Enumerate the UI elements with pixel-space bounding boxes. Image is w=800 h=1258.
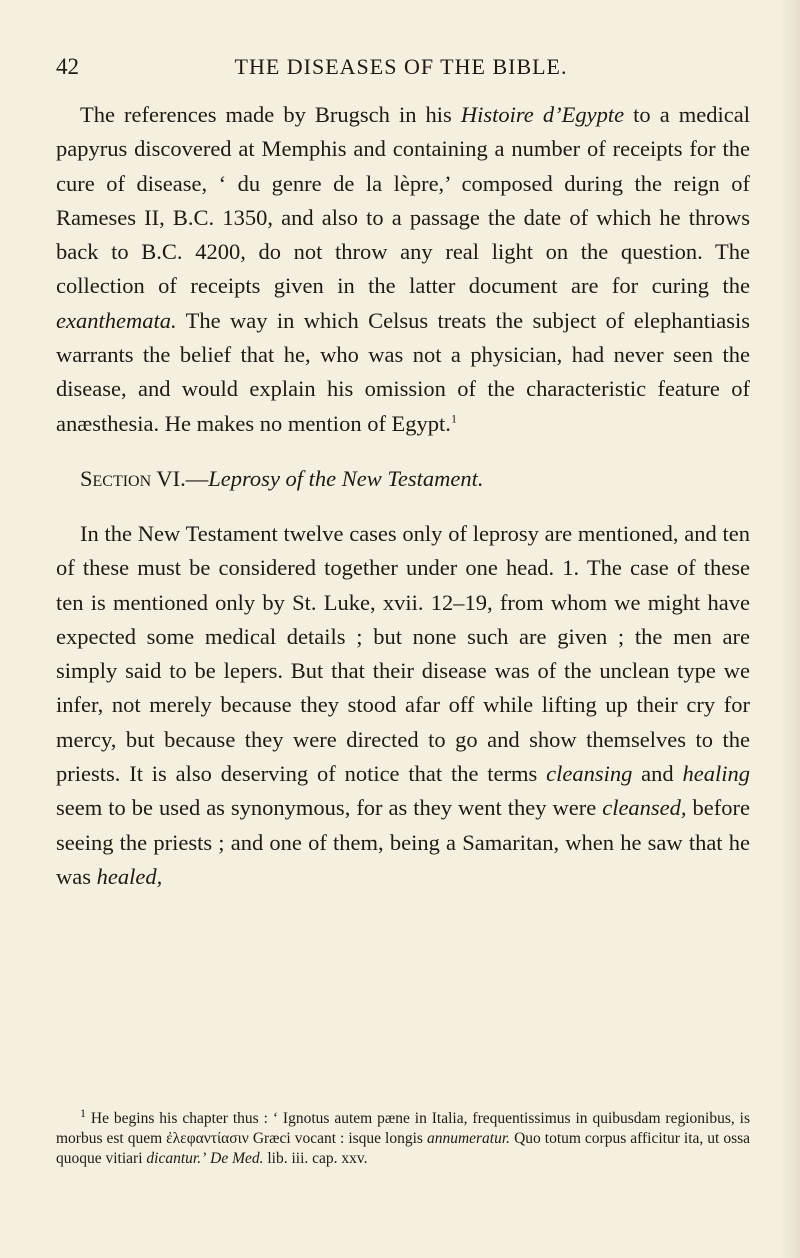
section-title: Leprosy of the New Testament. bbox=[208, 465, 484, 491]
section-heading bbox=[56, 462, 750, 496]
para1-text-e: The way in which Celsus treats the subject of elephantiasis warrants the belief that he, who was not a physician, had never seen the disease, and would explain his omission of the characteristic feature of anæsthesia. He makes no mention of Egypt. bbox=[56, 307, 750, 436]
page-number: 42 bbox=[56, 54, 79, 79]
running-head: THE DISEASES OF THE BIBLE. bbox=[234, 54, 568, 79]
page-header bbox=[56, 54, 746, 84]
para2-text-c: and bbox=[632, 761, 683, 787]
footnote-italic-annumeratur: annumeratur. bbox=[426, 1130, 511, 1147]
footnote-italic-demed: De Med. bbox=[210, 1150, 264, 1167]
section-dash: — bbox=[185, 465, 209, 491]
section-label: Section VI. bbox=[80, 465, 186, 491]
para2-italic-healed: healed, bbox=[96, 863, 163, 889]
para1-italic-exanthemata: exanthemata. bbox=[56, 307, 177, 333]
page-edge-shading bbox=[780, 0, 800, 1258]
para1-italic-histoire: Histoire d’Egypte bbox=[460, 102, 625, 127]
para2-text-e: seem to be used as synonymous, for as they went they were bbox=[56, 795, 603, 821]
footnote-text-c: Quo totum corpus afficitur ita, ut ossa quoque vitiari bbox=[56, 1130, 751, 1167]
para2-text-a: In the New Testament twelve cases only of leprosy are mentioned, and ten of these must be considered together under one head. 1. The case of these ten is mentioned only by St. Luke, xvii. 12–19, from whom we might have expected some medical details ; but none such are given ; the men are simply said to be lepers. But that their disease was of the unclean type we infer, not merely because they stood afar off while lifting up their cry for mercy, but because they were directed to go and show themselves to the priests. It is also deserving of notice that the terms bbox=[56, 520, 750, 787]
footnote-text-a: He begins his chapter thus : ‘ Ignotus autem pæne in Italia, frequentissimus in quibusdam regionibus, is morbus est quem ἐλεφαντίασιν Græci vocant : isque longis bbox=[56, 1110, 750, 1147]
para2-italic-cleansed: cleansed, bbox=[602, 795, 687, 821]
footnote bbox=[56, 1105, 751, 1169]
para1-text-c: to a medical papyrus discovered at Memphis and containing a number of receipts for the cure of disease, ‘ du genre de la lèpre,’ composed during the reign of Rameses II, B.C. 1350, and also to a passage the date of which he throws back to B.C. 4200, do not throw any real light on the question. The collection of receipts given in the latter document are for curing the bbox=[56, 102, 750, 299]
footnote-mark: 1 bbox=[80, 1105, 86, 1120]
paragraph-brugsch bbox=[56, 98, 750, 441]
para1-text-a: The references made by Brugsch in his bbox=[80, 102, 461, 127]
para2-italic-cleansing: cleansing bbox=[546, 761, 633, 787]
footnote-ref-1: 1 bbox=[450, 411, 457, 426]
para2-text-g: before seeing the priests ; and one of them, being a Samaritan, when he saw that he was bbox=[56, 795, 751, 889]
body-text bbox=[56, 98, 750, 894]
footnote-italic-dicantur: dicantur.’ bbox=[146, 1150, 207, 1167]
para2-italic-healing: healing bbox=[682, 761, 750, 787]
paragraph-new-testament bbox=[56, 517, 750, 894]
footnote-text-g: lib. iii. cap. xxv. bbox=[263, 1150, 368, 1167]
